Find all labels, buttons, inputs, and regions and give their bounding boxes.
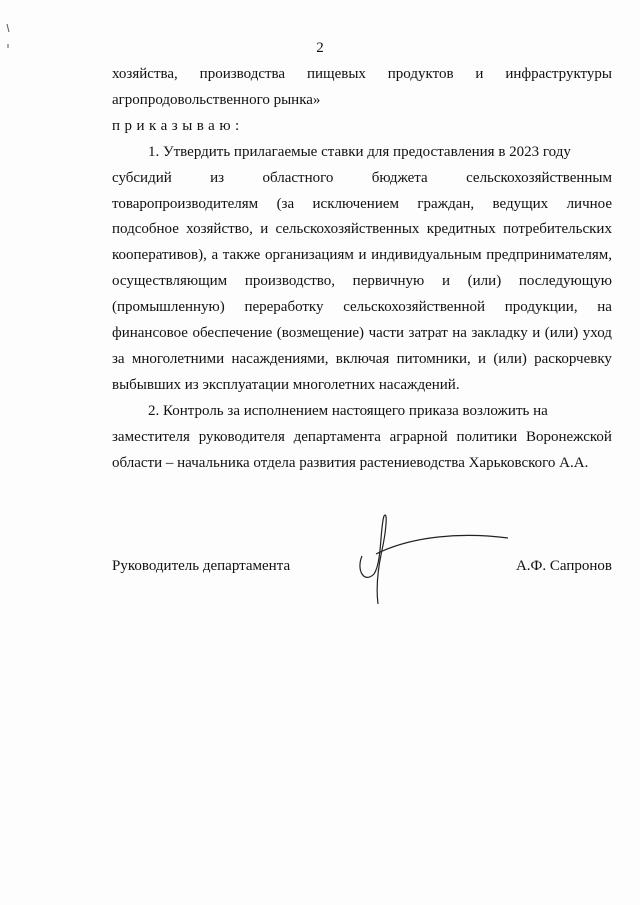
word: исключением (312, 195, 400, 212)
word: (возмещение) (276, 325, 365, 342)
word: многолетними (131, 350, 225, 367)
word: кредитных (426, 221, 496, 238)
word: личное (566, 195, 612, 212)
word: сельскохозяйственных (275, 221, 420, 238)
word: производства (199, 66, 286, 82)
item-1-line-1: 1. Утвердить прилагаемые ставки для предоставления в 2023 году (148, 143, 571, 160)
word: департамента (293, 428, 381, 445)
word: раскорчевку (534, 350, 612, 367)
item-1-line-7 (112, 295, 612, 321)
word: сельскохозяйственным (466, 169, 612, 186)
word: индивидуальным (371, 247, 482, 264)
word: инфраструктуры (505, 66, 612, 82)
word: (или) (493, 350, 527, 367)
word: пищевых (306, 66, 366, 82)
word: уход (582, 325, 612, 342)
word: затрат (408, 325, 448, 342)
item-1-line-10: выбывших из эксплуатации многолетних насаждений. (112, 376, 460, 393)
word: товаропроизводителям (112, 195, 259, 212)
word: и (475, 66, 484, 82)
word: производство, (244, 273, 335, 290)
word: закладку (471, 325, 528, 342)
signatory-name: А.Ф. Сапронов (515, 558, 612, 574)
word: первичную (352, 273, 425, 290)
item-1-line-6 (112, 269, 612, 295)
word: предпринимателям, (486, 247, 612, 264)
word: бюджета (371, 169, 428, 186)
word: последующую (518, 273, 612, 290)
word: переработку (244, 299, 324, 316)
word: хозяйства, (112, 66, 178, 82)
word: граждан, (417, 195, 475, 212)
word: и (358, 247, 367, 264)
item-2-line-2 (112, 425, 612, 451)
word: (за (276, 195, 295, 212)
document-body (112, 62, 612, 477)
word: осуществляющим (112, 273, 228, 290)
word: заместителя (112, 428, 190, 445)
word: также (222, 247, 261, 264)
word: и (532, 325, 541, 342)
signature-row (112, 558, 612, 575)
item-1-line-5 (112, 243, 612, 269)
item-1-line-4 (112, 217, 612, 243)
word: кооперативов), (112, 247, 207, 264)
signatory-position: Руководитель департамента (112, 558, 291, 574)
word: (или) (467, 273, 502, 290)
word: аграрной (389, 428, 448, 445)
page-number: 2 (316, 40, 324, 56)
word: организациям (264, 247, 354, 264)
word: Воронежской (525, 428, 612, 445)
word: на (597, 299, 612, 316)
word: продукции, (504, 299, 578, 316)
word: обеспечение (192, 325, 273, 342)
order-keyword: приказываю: (112, 117, 244, 134)
word: сельскохозяйственной (343, 299, 486, 316)
item-2-line-3: области – начальника отдела развития растениеводства Харьковского А.А. (112, 454, 589, 471)
word: потребительских (503, 221, 612, 238)
word: и (260, 221, 269, 238)
word: питомники, (396, 350, 471, 367)
word: хозяйство, (186, 221, 253, 238)
word: финансовое (112, 325, 188, 342)
preamble-line-1 (112, 62, 612, 88)
preamble-line-2: агропродовольственного рынка» (112, 91, 321, 108)
word: насаждениями, (231, 350, 329, 367)
word: политики (456, 428, 518, 445)
word: областного (262, 169, 334, 186)
item-1-line-3 (112, 192, 612, 218)
word: руководителя (198, 428, 285, 445)
word: а (211, 247, 219, 264)
word: подсобное (112, 221, 179, 238)
word: (промышленную) (112, 299, 225, 316)
word: и (478, 350, 487, 367)
word: включая (335, 350, 390, 367)
word: из (210, 169, 225, 186)
item-2-line-1: 2. Контроль за исполнением настоящего приказа возложить на (148, 402, 548, 419)
item-1-line-9 (112, 347, 612, 373)
word: ведущих (492, 195, 549, 212)
word: за (112, 350, 125, 367)
word: на (452, 325, 467, 342)
word: и (441, 273, 450, 290)
item-1-line-2 (112, 166, 612, 192)
item-1-line-8 (112, 321, 612, 347)
word: части (368, 325, 405, 342)
word: субсидий (112, 169, 172, 186)
word: продуктов (387, 66, 454, 82)
word: (или) (544, 325, 579, 342)
